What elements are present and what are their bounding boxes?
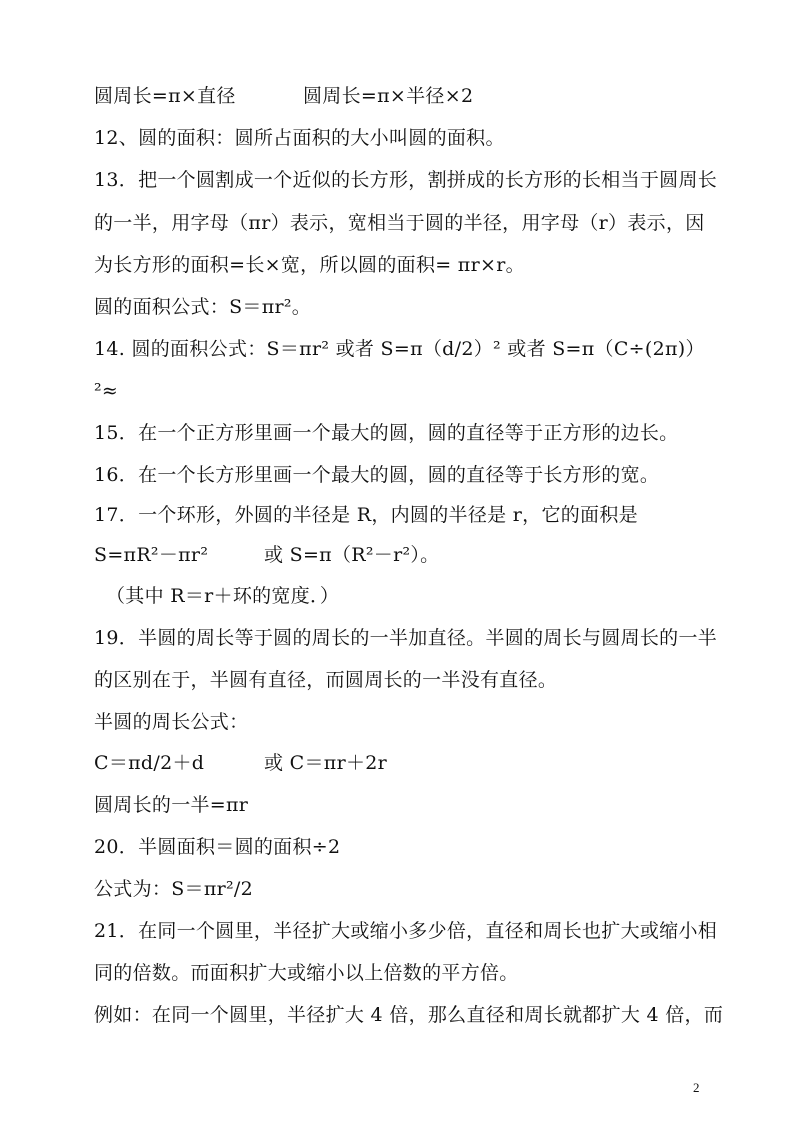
formula-circumference-diameter: 圆周长=π×直径 bbox=[94, 85, 236, 107]
text-line: 15．在一个正方形里画一个最大的圆，圆的直径等于正方形的边长。 bbox=[94, 422, 679, 444]
text-line: 17．一个环形，外圆的半径是 R，内圆的半径是 r，它的面积是 bbox=[94, 504, 638, 526]
text-line: 的一半，用字母（πr）表示，宽相当于圆的半径，用字母（r）表示，因 bbox=[94, 212, 705, 234]
text-line: 公式为：S＝πr²/2 bbox=[94, 878, 253, 900]
text-line bbox=[94, 543, 440, 567]
text-line: 同的倍数。而面积扩大或缩小以上倍数的平方倍。 bbox=[94, 962, 519, 984]
text-line: （其中 R＝r＋环的宽度．） bbox=[106, 585, 340, 607]
text-line: 圆周长的一半=πr bbox=[94, 794, 249, 816]
text-line: 圆的面积公式：S＝πr²。 bbox=[94, 296, 312, 318]
formula-ring-area-b: 或 S=π（R²－r²）。 bbox=[264, 544, 440, 566]
text-line: 19．半圆的周长等于圆的周长的一半加直径。半圆的周长与圆周长的一半 bbox=[94, 627, 718, 649]
text-line: 13．把一个圆割成一个近似的长方形，割拼成的长方形的长相当于圆周长 bbox=[94, 169, 718, 191]
text-line bbox=[94, 84, 474, 108]
text-line: 20．半圆面积＝圆的面积÷2 bbox=[94, 836, 341, 858]
text-line: 半圆的周长公式： bbox=[94, 711, 249, 733]
text-line: 为长方形的面积=长×宽，所以圆的面积= πr×r。 bbox=[94, 254, 525, 276]
text-line bbox=[94, 751, 388, 775]
page-number: 2 bbox=[693, 1080, 700, 1095]
text-line: ²≈ bbox=[94, 380, 119, 402]
formula-circumference-radius: 圆周长=π×半径×2 bbox=[303, 85, 474, 107]
text-line: 12、圆的面积：圆所占面积的大小叫圆的面积。 bbox=[94, 127, 505, 149]
text-line: 的区别在于，半圆有直径，而圆周长的一半没有直径。 bbox=[94, 669, 558, 691]
text-line: 16．在一个长方形里画一个最大的圆，圆的直径等于长方形的宽。 bbox=[94, 464, 660, 486]
text-line: 21．在同一个圆里，半径扩大或缩小多少倍，直径和周长也扩大或缩小相 bbox=[94, 920, 718, 942]
text-line: 例如：在同一个圆里，半径扩大 4 倍，那么直径和周长就都扩大 4 倍，而 bbox=[94, 1004, 724, 1026]
formula-semicircle-perimeter-a: C＝πd/2＋d bbox=[94, 752, 205, 774]
text-line: 14. 圆的面积公式：S＝πr² 或者 S=π（d/2）² 或者 S=π（C÷(2π)） bbox=[94, 338, 705, 360]
formula-semicircle-perimeter-b: 或 C＝πr＋2r bbox=[264, 752, 388, 774]
formula-ring-area-a: S=πR²－πr² bbox=[94, 544, 209, 566]
